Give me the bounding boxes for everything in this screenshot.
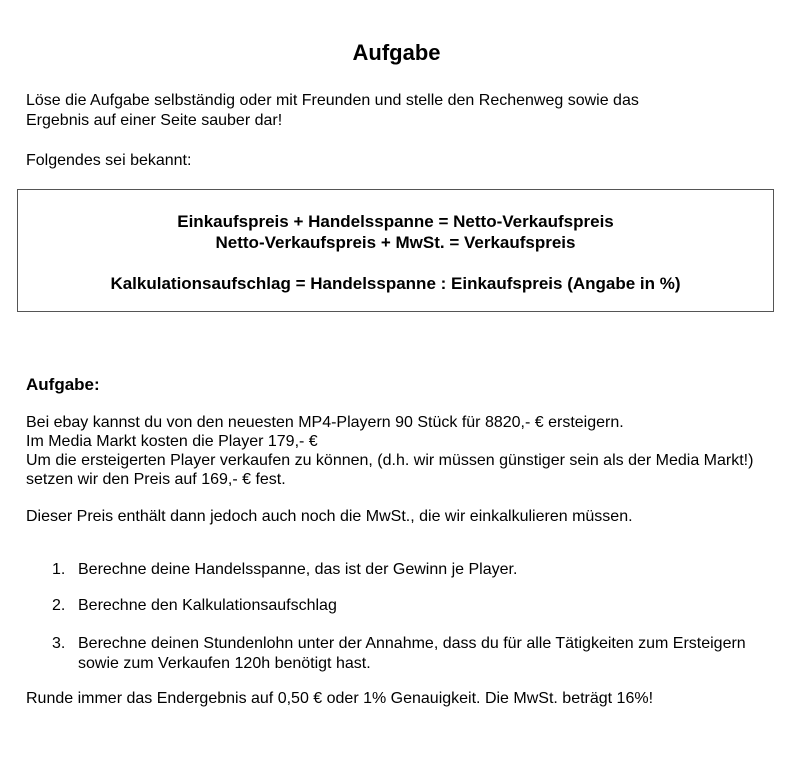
known-label: Folgendes sei bekannt: [26,152,192,169]
intro-line-1: Löse die Aufgabe selbständig oder mit Freunden und stelle den Rechenweg sowie das [26,92,639,109]
description-line-3: Um die ersteigerten Player verkaufen zu können, (d.h. wir müssen günstiger sein als der Media Markt!) [26,452,754,469]
task-number: 2. [52,597,66,614]
tax-note: Dieser Preis enthält dann jedoch auch noch die MwSt., die wir einkalkulieren müssen. [26,508,633,525]
intro-line-2: Ergebnis auf einer Seite sauber dar! [26,112,283,129]
description-line-1: Bei ebay kannst du von den neuesten MP4-Playern 90 Stück für 8820,- € ersteigern. [26,414,624,431]
formula-line-2: Netto-Verkaufspreis + MwSt. = Verkaufspreis [215,233,576,252]
description-line-4: setzen wir den Preis auf 169,- € fest. [26,471,286,488]
task-text: Berechne den Kalkulationsaufschlag [78,597,337,614]
task-heading: Aufgabe: [26,375,100,394]
task-text: Berechne deine Handelsspanne, das ist der Gewinn je Player. [78,561,518,578]
footer-note: Runde immer das Endergebnis auf 0,50 € oder 1% Genauigkeit. Die MwSt. beträgt 16%! [26,690,654,707]
formula-line-1: Einkaufspreis + Handelsspanne = Netto-Verkaufspreis [177,212,614,231]
task-number: 3. [52,635,66,652]
page-title: Aufgabe [352,40,441,65]
formula-line-3: Kalkulationsaufschlag = Handelsspanne : Einkaufspreis (Angabe in %) [110,274,681,293]
formula-box [17,189,774,312]
description-line-2: Im Media Markt kosten die Player 179,- € [26,433,318,450]
task-text: Berechne deinen Stundenlohn unter der Annahme, dass du für alle Tätigkeiten zum Ersteigern sowie zum Verkaufen 120h benötigt hast. [78,635,746,672]
task-number: 1. [52,561,66,578]
